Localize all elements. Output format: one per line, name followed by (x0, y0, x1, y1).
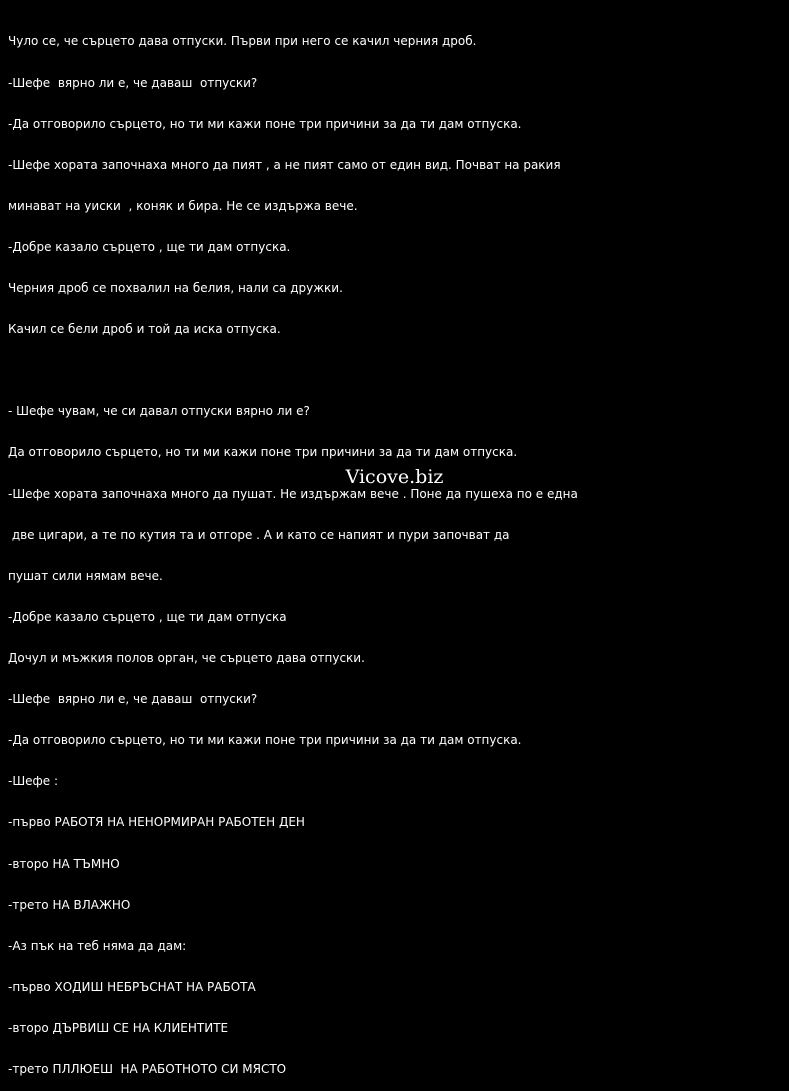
joke-line: -второ ДЪРВИШ СЕ НА КЛИЕНТИТЕ (8, 1021, 229, 1036)
joke-line: минават на уиски , коняк и бира. Не се издържа вече. (8, 198, 358, 213)
joke-line: -първо ХОДИШ НЕБРЪСНАТ НА РАБОТА (8, 979, 256, 994)
joke-line: -Да отговорило сърцето, но ти ми кажи поне три причини за да ти дам отпуска. (8, 116, 522, 131)
joke-line: Чуло се, че сърцето дава отпуски. Първи при него се качил черния дроб. (8, 34, 477, 49)
joke-line: -Шефе вярно ли е, че даваш отпуски? (8, 692, 258, 707)
joke-line: -Шефе хората започнаха много да пият , а не пият само от един вид. Почват на ракия (8, 157, 561, 172)
joke-line: -второ НА ТЪМНО (8, 856, 120, 871)
joke-line: две цигари, а те по кутия та и отгоре . А и като се напият и пури започват да (8, 527, 510, 542)
joke-line: Да отговорило сърцето, но ти ми кажи поне три причини за да ти дам отпуска. (8, 445, 518, 460)
joke-line: -трето НА ВЛАЖНО (8, 897, 131, 912)
joke-line: -Шефе : (8, 774, 59, 789)
joke-line: Черния дроб се похвалил на белия, нали са дружки. (8, 281, 343, 296)
joke-line: -Аз пък на теб няма да дам: (8, 938, 187, 953)
site-watermark: Vicove.biz (345, 466, 444, 488)
joke-line: - Шефе чувам, че си давал отпуски вярно ли е? (8, 404, 310, 419)
joke-line: Качил се бели дроб и той да иска отпуска. (8, 322, 281, 337)
joke-text (8, 8, 778, 1091)
joke-line: Дочул и мъжкия полов орган, че сърцето дава отпуски. (8, 651, 365, 666)
joke-line: -първо РАБОТЯ НА НЕНОРМИРАН РАБОТЕН ДЕН (8, 815, 305, 830)
joke-line: -Добре казало сърцето , ще ти дам отпуска. (8, 239, 291, 254)
blank-line (8, 364, 778, 378)
joke-line: пушат сили нямам вече. (8, 568, 163, 583)
joke-line: -трето ПЛЛЮЕШ НА РАБОТНОТО СИ МЯСТО (8, 1062, 287, 1077)
joke-line: -Шефе вярно ли е, че даваш отпуски? (8, 75, 258, 90)
joke-line: -Шефе хората започнаха много да пушат. Не издържам вече . Поне да пушеха по е една (8, 486, 578, 501)
joke-line: -Да отговорило сърцето, но ти ми кажи поне три причини за да ти дам отпуска. (8, 733, 522, 748)
joke-line: -Добре казало сърцето , ще ти дам отпуска (8, 609, 287, 624)
